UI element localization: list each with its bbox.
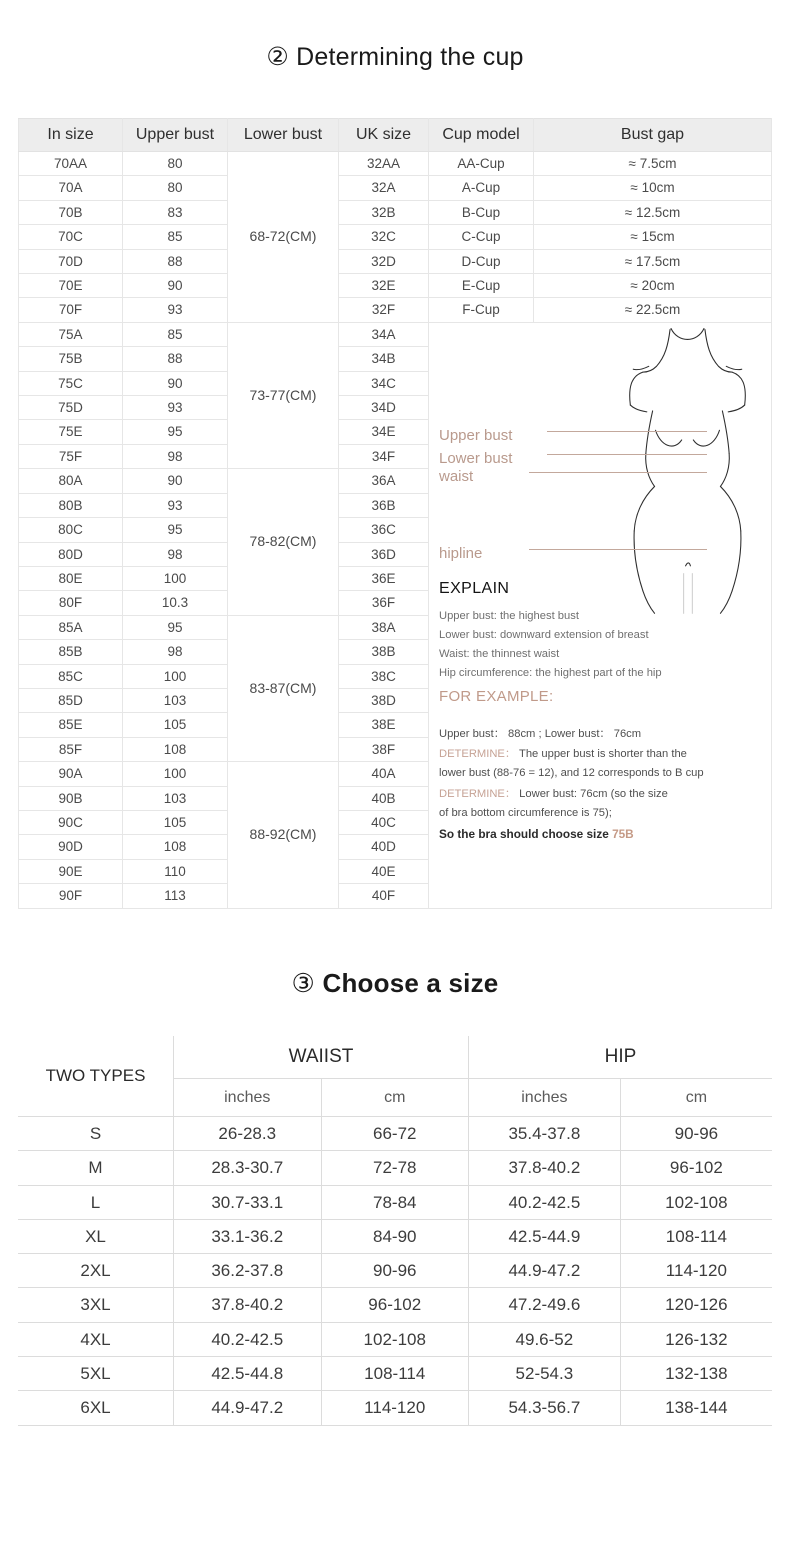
- measure-leader-line: [529, 549, 707, 550]
- cell-uk-size: 36D: [339, 542, 429, 566]
- cell-upper-bust: 10.3: [123, 591, 228, 615]
- col-header-hip-inches: inches: [469, 1079, 621, 1117]
- cell-in-size: 80F: [19, 591, 123, 615]
- cell-waist-cm: 66-72: [321, 1117, 469, 1151]
- example-heading: FOR EXAMPLE:: [439, 687, 554, 705]
- cell-in-size: 90A: [19, 762, 123, 786]
- cell-uk-size: 40D: [339, 835, 429, 859]
- cell-hip-inches: 49.6-52: [469, 1322, 621, 1356]
- two-types-size-table: [18, 1036, 772, 1426]
- cell-in-size: 85A: [19, 615, 123, 639]
- table-row: [18, 1254, 772, 1288]
- section-title-cup: Determining the cup: [296, 43, 524, 71]
- cell-upper-bust: 110: [123, 859, 228, 883]
- measure-label-lower-bust: Lower bust: [439, 449, 513, 467]
- table-row: [18, 1151, 772, 1185]
- table-row: [18, 1357, 772, 1391]
- table-row: [19, 176, 772, 200]
- cell-cup-model: F-Cup: [429, 298, 534, 322]
- cell-uk-size: 36C: [339, 518, 429, 542]
- cell-waist-inches: 40.2-42.5: [174, 1322, 322, 1356]
- cell-uk-size: 34C: [339, 371, 429, 395]
- cell-upper-bust: 93: [123, 298, 228, 322]
- cell-in-size: 75B: [19, 347, 123, 371]
- cell-in-size: 90E: [19, 859, 123, 883]
- cell-in-size: 85B: [19, 640, 123, 664]
- example-determine-2: DETERMINE： Lower bust: 76cm (so the size: [439, 787, 668, 800]
- col-header-two-types: TWO TYPES: [18, 1036, 174, 1117]
- cell-in-size: 85F: [19, 737, 123, 761]
- cell-waist-cm: 84-90: [321, 1219, 469, 1253]
- col-header-upper-bust: Upper bust: [123, 119, 228, 152]
- cell-uk-size: 40F: [339, 884, 429, 908]
- cell-uk-size: 32AA: [339, 152, 429, 176]
- cell-hip-inches: 35.4-37.8: [469, 1117, 621, 1151]
- cell-uk-size: 40E: [339, 859, 429, 883]
- col-header-waist: WAIIST: [174, 1036, 469, 1079]
- cell-upper-bust: 105: [123, 713, 228, 737]
- cell-in-size: 75E: [19, 420, 123, 444]
- cell-in-size: 85C: [19, 664, 123, 688]
- cell-in-size: 70E: [19, 274, 123, 298]
- explain-line: Waist: the thinnest waist: [439, 647, 560, 660]
- cell-upper-bust: 83: [123, 200, 228, 224]
- cell-upper-bust: 93: [123, 493, 228, 517]
- cell-uk-size: 32B: [339, 200, 429, 224]
- cell-hip-inches: 44.9-47.2: [469, 1254, 621, 1288]
- cell-uk-size: 34B: [339, 347, 429, 371]
- table-row: [19, 200, 772, 224]
- cell-waist-inches: 44.9-47.2: [174, 1391, 322, 1425]
- cell-hip-cm: 96-102: [620, 1151, 772, 1185]
- cell-upper-bust: 80: [123, 176, 228, 200]
- cell-waist-cm: 114-120: [321, 1391, 469, 1425]
- explain-line: Lower bust: downward extension of breast: [439, 628, 649, 641]
- cell-in-size: 90F: [19, 884, 123, 908]
- cell-in-size: 90D: [19, 835, 123, 859]
- cell-waist-inches: 30.7-33.1: [174, 1185, 322, 1219]
- cell-uk-size: 36B: [339, 493, 429, 517]
- table-row: [18, 1288, 772, 1322]
- cell-upper-bust: 100: [123, 664, 228, 688]
- cell-uk-size: 32A: [339, 176, 429, 200]
- measure-label-waist: waist: [439, 467, 474, 485]
- cell-cup-model: E-Cup: [429, 274, 534, 298]
- cell-uk-size: 32D: [339, 249, 429, 273]
- col-header-lower-bust: Lower bust: [228, 119, 339, 152]
- cell-cup-model: AA-Cup: [429, 152, 534, 176]
- cell-in-size: 80C: [19, 518, 123, 542]
- cell-in-size: 90C: [19, 810, 123, 834]
- cell-size-name: M: [18, 1151, 174, 1185]
- col-header-in-size: In size: [19, 119, 123, 152]
- cell-upper-bust: 95: [123, 518, 228, 542]
- col-header-bust-gap: Bust gap: [534, 119, 772, 152]
- cell-upper-bust: 108: [123, 737, 228, 761]
- cell-in-size: 70D: [19, 249, 123, 273]
- cell-upper-bust: 98: [123, 640, 228, 664]
- cell-in-size: 80D: [19, 542, 123, 566]
- measure-leader-line: [529, 472, 707, 473]
- cell-uk-size: 38A: [339, 615, 429, 639]
- cell-upper-bust: 93: [123, 396, 228, 420]
- cell-upper-bust: 88: [123, 249, 228, 273]
- cell-upper-bust: 108: [123, 835, 228, 859]
- cell-waist-inches: 28.3-30.7: [174, 1151, 322, 1185]
- cell-waist-cm: 72-78: [321, 1151, 469, 1185]
- cell-uk-size: 38D: [339, 688, 429, 712]
- table-row: [18, 1219, 772, 1253]
- cell-size-name: 4XL: [18, 1322, 174, 1356]
- example-determine-2-cont: of bra bottom circumference is 75);: [439, 806, 612, 819]
- cell-uk-size: 36A: [339, 469, 429, 493]
- table-row: [18, 1185, 772, 1219]
- section-number-3: ③: [291, 968, 316, 998]
- section-title-size: Choose a size: [322, 968, 499, 998]
- cell-in-size: 90B: [19, 786, 123, 810]
- cell-bust-gap: ≈ 7.5cm: [534, 152, 772, 176]
- cell-in-size: 75A: [19, 322, 123, 346]
- measure-label-upper-bust: Upper bust: [439, 426, 513, 444]
- col-header-waist-cm: cm: [321, 1079, 469, 1117]
- cell-uk-size: 38E: [339, 713, 429, 737]
- size-table-group-header-row: [18, 1036, 772, 1079]
- cell-uk-size: 36F: [339, 591, 429, 615]
- cell-waist-cm: 78-84: [321, 1185, 469, 1219]
- cell-cup-model: C-Cup: [429, 225, 534, 249]
- cell-lower-bust-range: 88-92(CM): [228, 762, 339, 908]
- cell-upper-bust: 95: [123, 615, 228, 639]
- cell-hip-cm: 138-144: [620, 1391, 772, 1425]
- cell-upper-bust: 85: [123, 225, 228, 249]
- cell-waist-inches: 42.5-44.8: [174, 1357, 322, 1391]
- cell-size-name: 3XL: [18, 1288, 174, 1322]
- cell-uk-size: 32E: [339, 274, 429, 298]
- cell-in-size: 70AA: [19, 152, 123, 176]
- cell-lower-bust-range: 68-72(CM): [228, 152, 339, 323]
- cell-bust-gap: ≈ 20cm: [534, 274, 772, 298]
- cell-waist-cm: 102-108: [321, 1322, 469, 1356]
- cell-uk-size: 32C: [339, 225, 429, 249]
- cell-waist-cm: 90-96: [321, 1254, 469, 1288]
- cell-hip-cm: 114-120: [620, 1254, 772, 1288]
- cell-in-size: 85E: [19, 713, 123, 737]
- cell-in-size: 70B: [19, 200, 123, 224]
- cell-upper-bust: 100: [123, 566, 228, 590]
- col-header-cup-model: Cup model: [429, 119, 534, 152]
- cell-uk-size: 40B: [339, 786, 429, 810]
- cell-size-name: XL: [18, 1219, 174, 1253]
- cell-uk-size: 34E: [339, 420, 429, 444]
- cell-uk-size: 32F: [339, 298, 429, 322]
- cell-upper-bust: 98: [123, 444, 228, 468]
- col-header-uk-size: UK size: [339, 119, 429, 152]
- cell-in-size: 75D: [19, 396, 123, 420]
- cell-bust-gap: ≈ 10cm: [534, 176, 772, 200]
- cell-bust-gap: ≈ 17.5cm: [534, 249, 772, 273]
- body-figure-illustration: [610, 319, 765, 619]
- col-header-waist-inches: inches: [174, 1079, 322, 1117]
- example-conclusion: So the bra should choose size 75B: [439, 826, 634, 841]
- cell-uk-size: 38B: [339, 640, 429, 664]
- col-header-hip: HIP: [469, 1036, 773, 1079]
- cell-upper-bust: 113: [123, 884, 228, 908]
- cell-size-name: S: [18, 1117, 174, 1151]
- cell-hip-inches: 42.5-44.9: [469, 1219, 621, 1253]
- cup-table-header-row: [19, 119, 772, 152]
- cell-upper-bust: 88: [123, 347, 228, 371]
- cell-bust-gap: ≈ 15cm: [534, 225, 772, 249]
- cell-in-size: 80A: [19, 469, 123, 493]
- cell-hip-cm: 126-132: [620, 1322, 772, 1356]
- cell-lower-bust-range: 73-77(CM): [228, 322, 339, 468]
- cell-upper-bust: 98: [123, 542, 228, 566]
- cell-in-size: 80E: [19, 566, 123, 590]
- cell-hip-inches: 47.2-49.6: [469, 1288, 621, 1322]
- measure-label-hipline: hipline: [439, 544, 483, 562]
- cell-hip-inches: 52-54.3: [469, 1357, 621, 1391]
- cell-lower-bust-range: 83-87(CM): [228, 615, 339, 761]
- table-row: [19, 274, 772, 298]
- table-row: [19, 225, 772, 249]
- cell-in-size: 75F: [19, 444, 123, 468]
- cell-waist-inches: 33.1-36.2: [174, 1219, 322, 1253]
- cell-in-size: 70A: [19, 176, 123, 200]
- example-determine-1: DETERMINE： The upper bust is shorter than the: [439, 747, 687, 760]
- page-title-cup: [0, 42, 790, 72]
- page-title-size: [0, 968, 790, 999]
- cell-cup-model: A-Cup: [429, 176, 534, 200]
- cell-upper-bust: 103: [123, 786, 228, 810]
- cell-cup-model: B-Cup: [429, 200, 534, 224]
- cell-upper-bust: 90: [123, 371, 228, 395]
- cell-in-size: 70C: [19, 225, 123, 249]
- table-row: [18, 1322, 772, 1356]
- cell-in-size: 75C: [19, 371, 123, 395]
- table-row: [18, 1117, 772, 1151]
- cell-upper-bust: 90: [123, 274, 228, 298]
- cell-upper-bust: 95: [123, 420, 228, 444]
- cell-bust-gap: ≈ 22.5cm: [534, 298, 772, 322]
- cell-size-name: 2XL: [18, 1254, 174, 1288]
- table-row: [19, 152, 772, 176]
- cell-hip-cm: 90-96: [620, 1117, 772, 1151]
- cell-hip-cm: 120-126: [620, 1288, 772, 1322]
- example-measurements: Upper bust： 88cm ; Lower bust： 76cm: [439, 727, 642, 740]
- cell-in-size: 85D: [19, 688, 123, 712]
- cell-size-name: 6XL: [18, 1391, 174, 1425]
- cell-size-name: 5XL: [18, 1357, 174, 1391]
- cell-bust-gap: ≈ 12.5cm: [534, 200, 772, 224]
- cell-uk-size: 34F: [339, 444, 429, 468]
- cell-hip-inches: 40.2-42.5: [469, 1185, 621, 1219]
- cell-lower-bust-range: 78-82(CM): [228, 469, 339, 615]
- cell-upper-bust: 85: [123, 322, 228, 346]
- cell-size-name: L: [18, 1185, 174, 1219]
- cell-uk-size: 38F: [339, 737, 429, 761]
- cell-upper-bust: 80: [123, 152, 228, 176]
- cell-waist-cm: 96-102: [321, 1288, 469, 1322]
- cell-hip-inches: 54.3-56.7: [469, 1391, 621, 1425]
- example-determine-1-cont: lower bust (88-76 = 12), and 12 corresponds to B cup: [439, 766, 704, 779]
- measure-leader-line: [547, 454, 707, 455]
- cell-upper-bust: 105: [123, 810, 228, 834]
- cell-waist-cm: 108-114: [321, 1357, 469, 1391]
- explain-line: Hip circumference: the highest part of the hip: [439, 666, 662, 679]
- section-number-2: ②: [266, 43, 289, 71]
- explain-heading: EXPLAIN: [439, 579, 510, 597]
- measurement-guide-panel: [429, 322, 772, 908]
- col-header-hip-cm: cm: [620, 1079, 772, 1117]
- measure-leader-line: [547, 431, 707, 432]
- table-row: [19, 322, 772, 346]
- cell-hip-cm: 102-108: [620, 1185, 772, 1219]
- cell-in-size: 80B: [19, 493, 123, 517]
- cell-upper-bust: 103: [123, 688, 228, 712]
- explain-line: Upper bust: the highest bust: [439, 609, 579, 622]
- cup-size-table: [18, 118, 772, 909]
- cell-uk-size: 34D: [339, 396, 429, 420]
- cell-uk-size: 38C: [339, 664, 429, 688]
- cell-in-size: 70F: [19, 298, 123, 322]
- cell-uk-size: 36E: [339, 566, 429, 590]
- cell-waist-inches: 37.8-40.2: [174, 1288, 322, 1322]
- cell-hip-cm: 132-138: [620, 1357, 772, 1391]
- cell-uk-size: 34A: [339, 322, 429, 346]
- cell-cup-model: D-Cup: [429, 249, 534, 273]
- table-row: [18, 1391, 772, 1425]
- cell-upper-bust: 90: [123, 469, 228, 493]
- cell-waist-inches: 36.2-37.8: [174, 1254, 322, 1288]
- cell-hip-inches: 37.8-40.2: [469, 1151, 621, 1185]
- table-row: [19, 249, 772, 273]
- cell-uk-size: 40A: [339, 762, 429, 786]
- cell-waist-inches: 26-28.3: [174, 1117, 322, 1151]
- cell-hip-cm: 108-114: [620, 1219, 772, 1253]
- cell-uk-size: 40C: [339, 810, 429, 834]
- cell-upper-bust: 100: [123, 762, 228, 786]
